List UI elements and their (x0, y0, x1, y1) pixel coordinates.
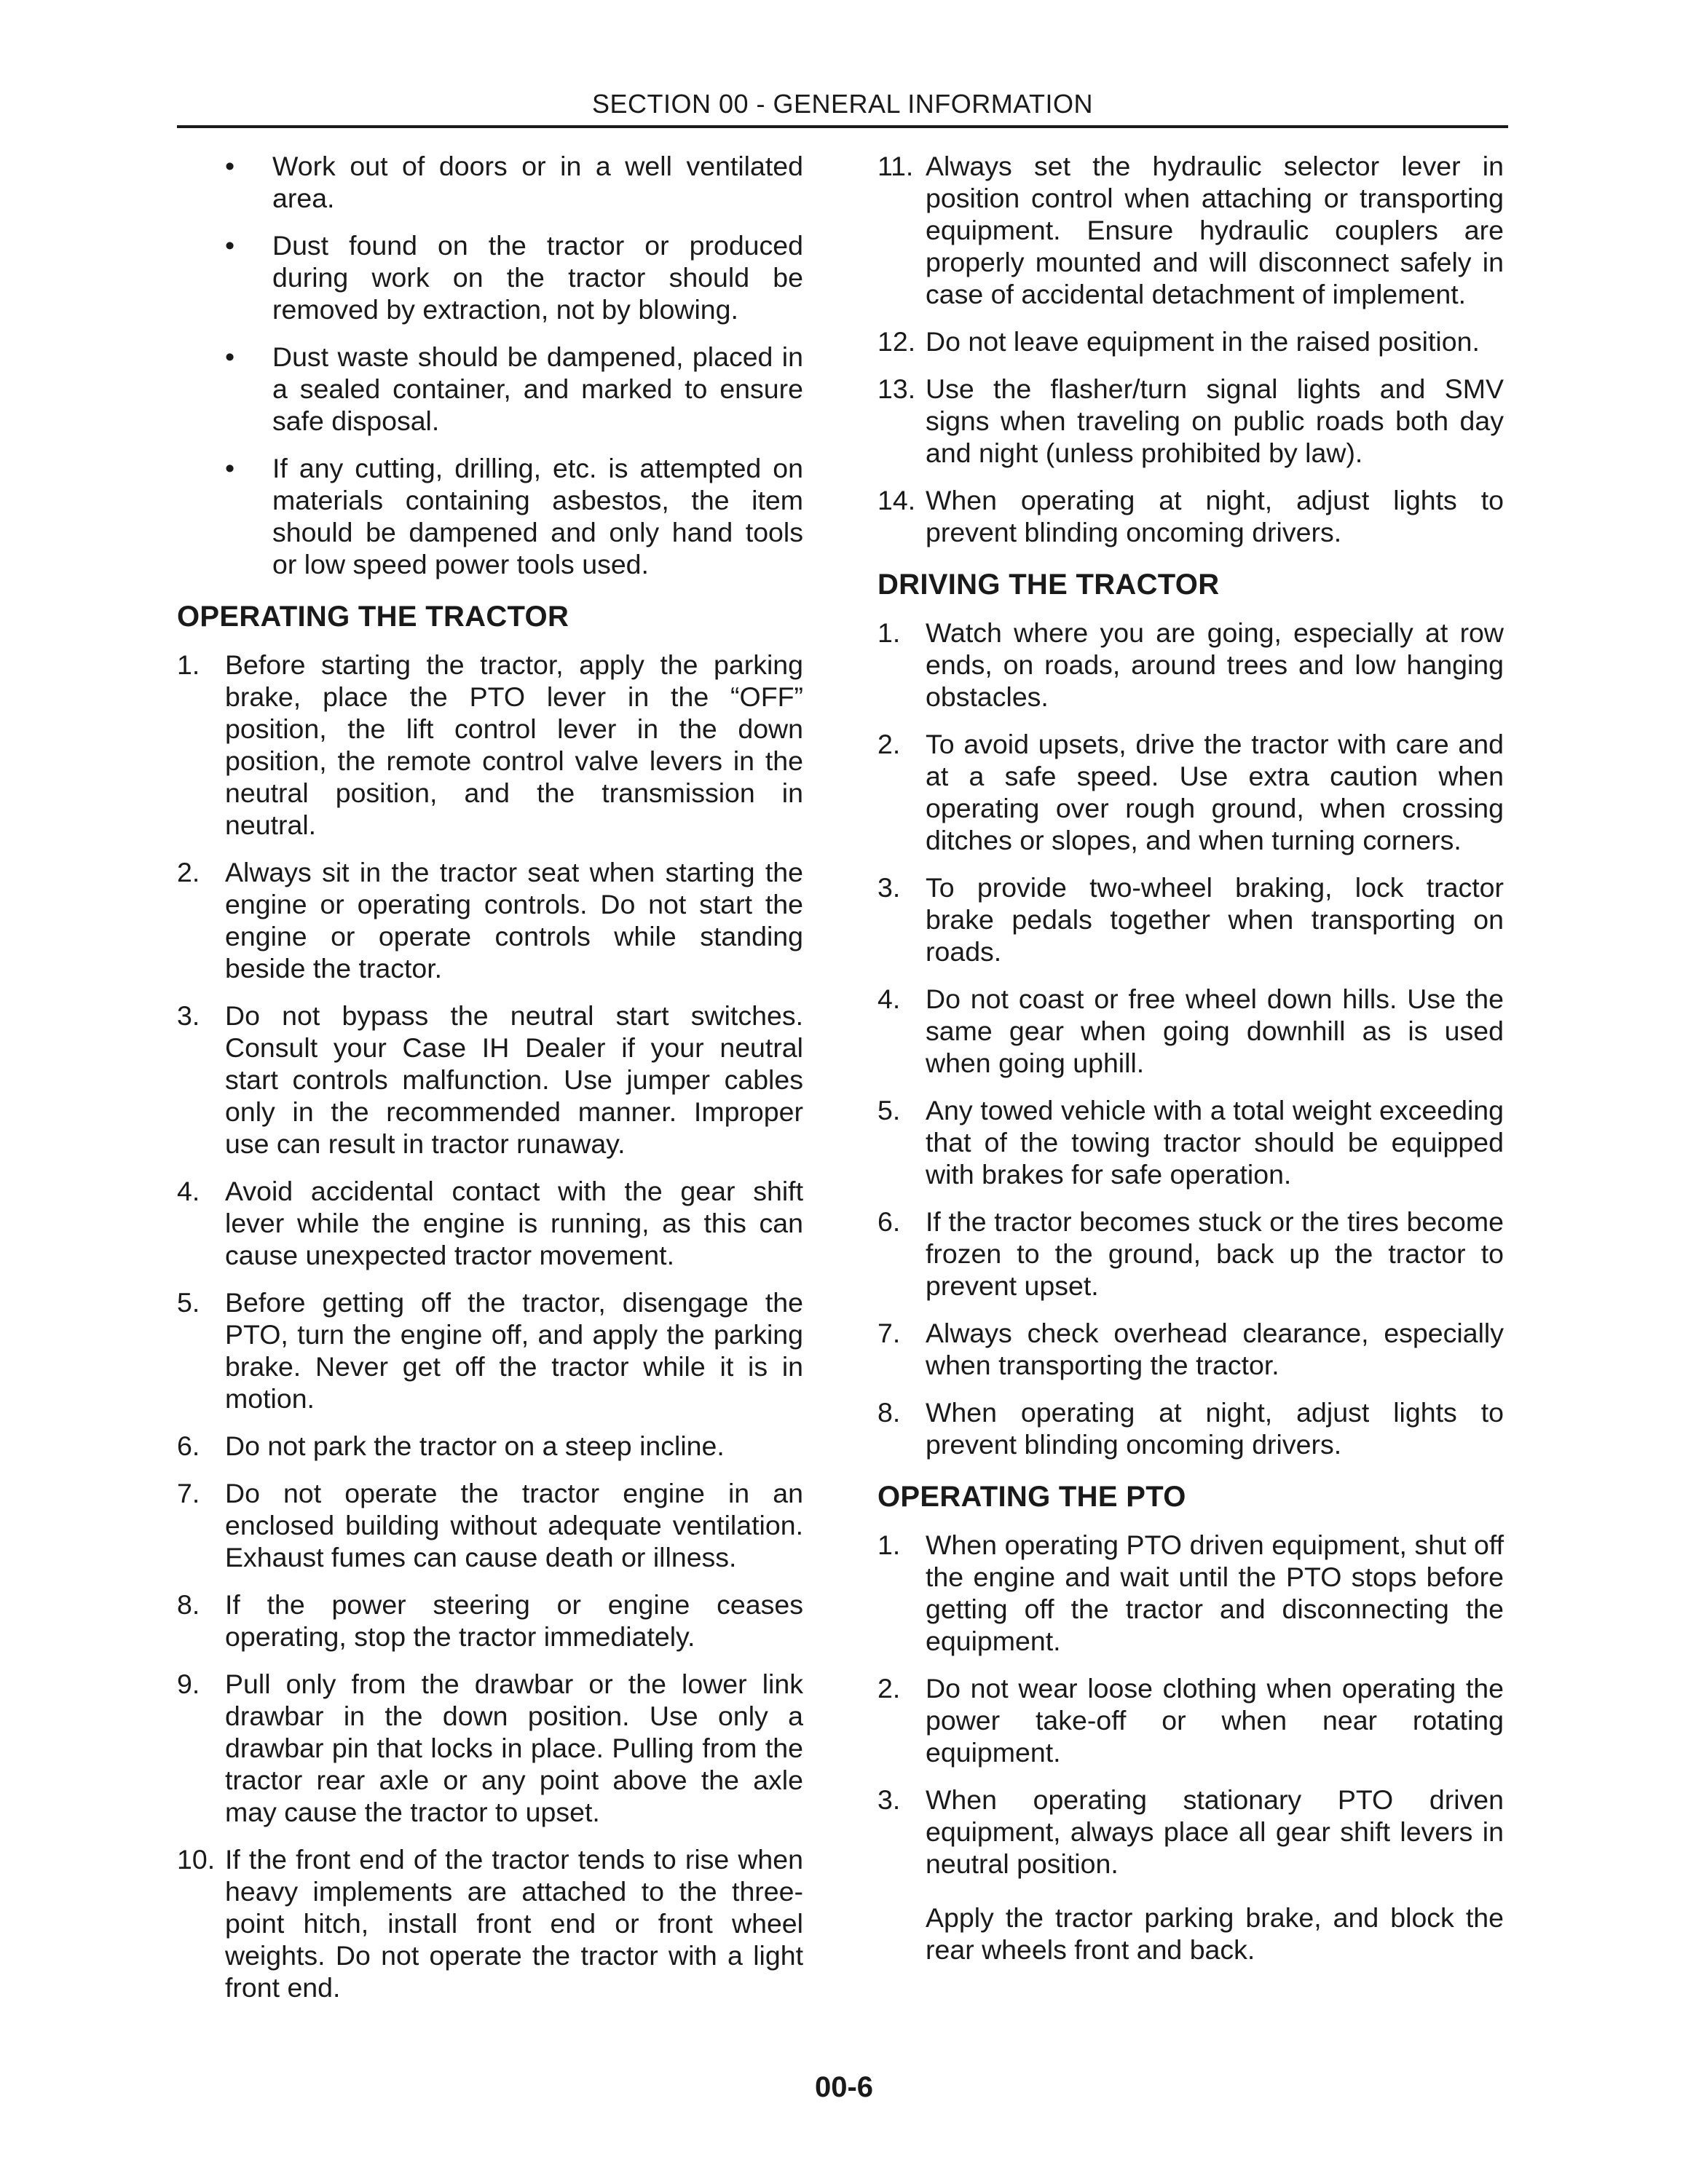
list-item: 3. To provide two-wheel braking, lock tractor brake pedals together when transporting on roads. (877, 872, 1504, 967)
list-item: 7. Do not operate the tractor engine in an enclosed building without adequate ventilation. Exhaust fumes can cause death or illness. (177, 1478, 803, 1572)
list-item: 9. Pull only from the drawbar or the lower link drawbar in the down position. Use only a drawbar pin that locks in place. Pulling from the tractor rear axle or any point above the axle may cause the tractor to upset. (177, 1669, 803, 1827)
list-item: 4. Avoid accidental contact with the gear shift lever while the engine is running, as this can cause unexpected tractor movement. (177, 1176, 803, 1270)
left-column (177, 150, 803, 2019)
section-header: SECTION 00 - GENERAL INFORMATION (591, 89, 1094, 119)
bullet-item: • If any cutting, drilling, etc. is attempted on materials containing asbestos, the item should be dampened and only hand tools or low speed power tools used. (225, 453, 803, 579)
list-item: 13. Use the flasher/turn signal lights and SMV signs when traveling on public roads both day and night (unless prohibited by law). (877, 373, 1504, 468)
bullet-item: • Dust found on the tractor or produced during work on the tractor should be removed by extraction, not by blowing. (225, 230, 803, 325)
list-item: 3. When operating stationary PTO driven equipment, always place all gear shift levers in neutral position. (877, 1784, 1504, 1879)
list-item: 1. Watch where you are going, especially at row ends, on roads, around trees and low hanging obstacles. (877, 617, 1504, 712)
list-item: 6. If the tractor becomes stuck or the tires become frozen to the ground, back up the tractor to prevent upset. (877, 1206, 1504, 1301)
list-item: 14. When operating at night, adjust lights to prevent blinding oncoming drivers. (877, 485, 1504, 547)
list-item: 1. Before starting the tractor, apply the parking brake, place the PTO lever in the “OFF” position, the lift control lever in the down position, the remote control valve levers in the neutral position, and the transmission in neutral. (177, 649, 803, 840)
list-item: 8. If the power steering or engine ceases operating, stop the tractor immediately. (177, 1589, 803, 1652)
driving-tractor-list (877, 617, 1504, 1460)
bullet-item: • Dust waste should be dampened, placed in a sealed container, and marked to ensure safe disposal. (225, 341, 803, 436)
list-item: 2. Always sit in the tractor seat when starting the engine or operating controls. Do not start the engine or operate controls while standing beside the tractor. (177, 857, 803, 984)
bullet-item: • Work out of doors or in a well ventilated area. (225, 151, 803, 213)
list-item: 8. When operating at night, adjust lights to prevent blinding oncoming drivers. (877, 1397, 1504, 1460)
right-column (877, 150, 1504, 1966)
list-item: 3. Do not bypass the neutral start switches. Consult your Case IH Dealer if your neutral start controls malfunction. Use jumper cables only in the recommended manner. Improper use can result in tractor runaway. (177, 1000, 803, 1159)
list-item: 10. If the front end of the tractor tends to rise when heavy implements are attached to the three-point hitch, install front end or front wheel weights. Do not operate the tractor with a light front end. (177, 1844, 803, 2003)
bullet-list (177, 150, 803, 580)
list-item: 4. Do not coast or free wheel down hills. Use the same gear when going downhill as is used when going uphill. (877, 984, 1504, 1078)
list-item: 7. Always check overhead clearance, especially when transporting the tractor. (877, 1318, 1504, 1380)
page-number: 00-6 (814, 2071, 874, 2103)
heading-operating-pto: OPERATING THE PTO (877, 1481, 1186, 1513)
bullet-mark: • (225, 230, 235, 261)
list-item: 5. Before getting off the tractor, disengage the PTO, turn the engine off, and apply the parking brake. Never get off the tractor while it is in motion. (177, 1287, 803, 1414)
list-item: 1. When operating PTO driven equipment, shut off the engine and wait until the PTO stops before getting off the tractor and disconnecting the equipment. (877, 1530, 1504, 1656)
list-item: 2. To avoid upsets, drive the tractor with care and at a safe speed. Use extra caution when operating over rough ground, when crossing ditches or slopes, and when turning corners. (877, 729, 1504, 855)
header-rule (177, 125, 1508, 128)
list-item: 2. Do not wear loose clothing when operating the power take-off or when near rotating equipment. (877, 1673, 1504, 1768)
list-item: 12. Do not leave equipment in the raised position. (877, 326, 1480, 357)
operating-tractor-list-continued (877, 150, 1504, 548)
operating-tractor-list (177, 649, 803, 2003)
list-item: 11. Always set the hydraulic selector lever in position control when attaching or transporting equipment. Ensure hydraulic couplers are properly mounted and will disconnect safely in case of accidental detachment of implement. (877, 151, 1504, 309)
pto-note: Apply the tractor parking brake, and block the rear wheels front and back. (926, 1902, 1504, 1965)
bullet-mark: • (225, 341, 235, 372)
heading-operating-tractor: OPERATING THE TRACTOR (177, 601, 569, 633)
list-item: 6. Do not park the tractor on a steep incline. (177, 1431, 725, 1461)
operating-pto-list (877, 1529, 1504, 1966)
list-item: 5. Any towed vehicle with a total weight exceeding that of the towing tractor should be equipped with brakes for safe operation. (877, 1095, 1504, 1190)
bullet-mark: • (225, 453, 235, 483)
bullet-mark: • (225, 151, 235, 181)
heading-driving-tractor: DRIVING THE TRACTOR (877, 569, 1220, 601)
